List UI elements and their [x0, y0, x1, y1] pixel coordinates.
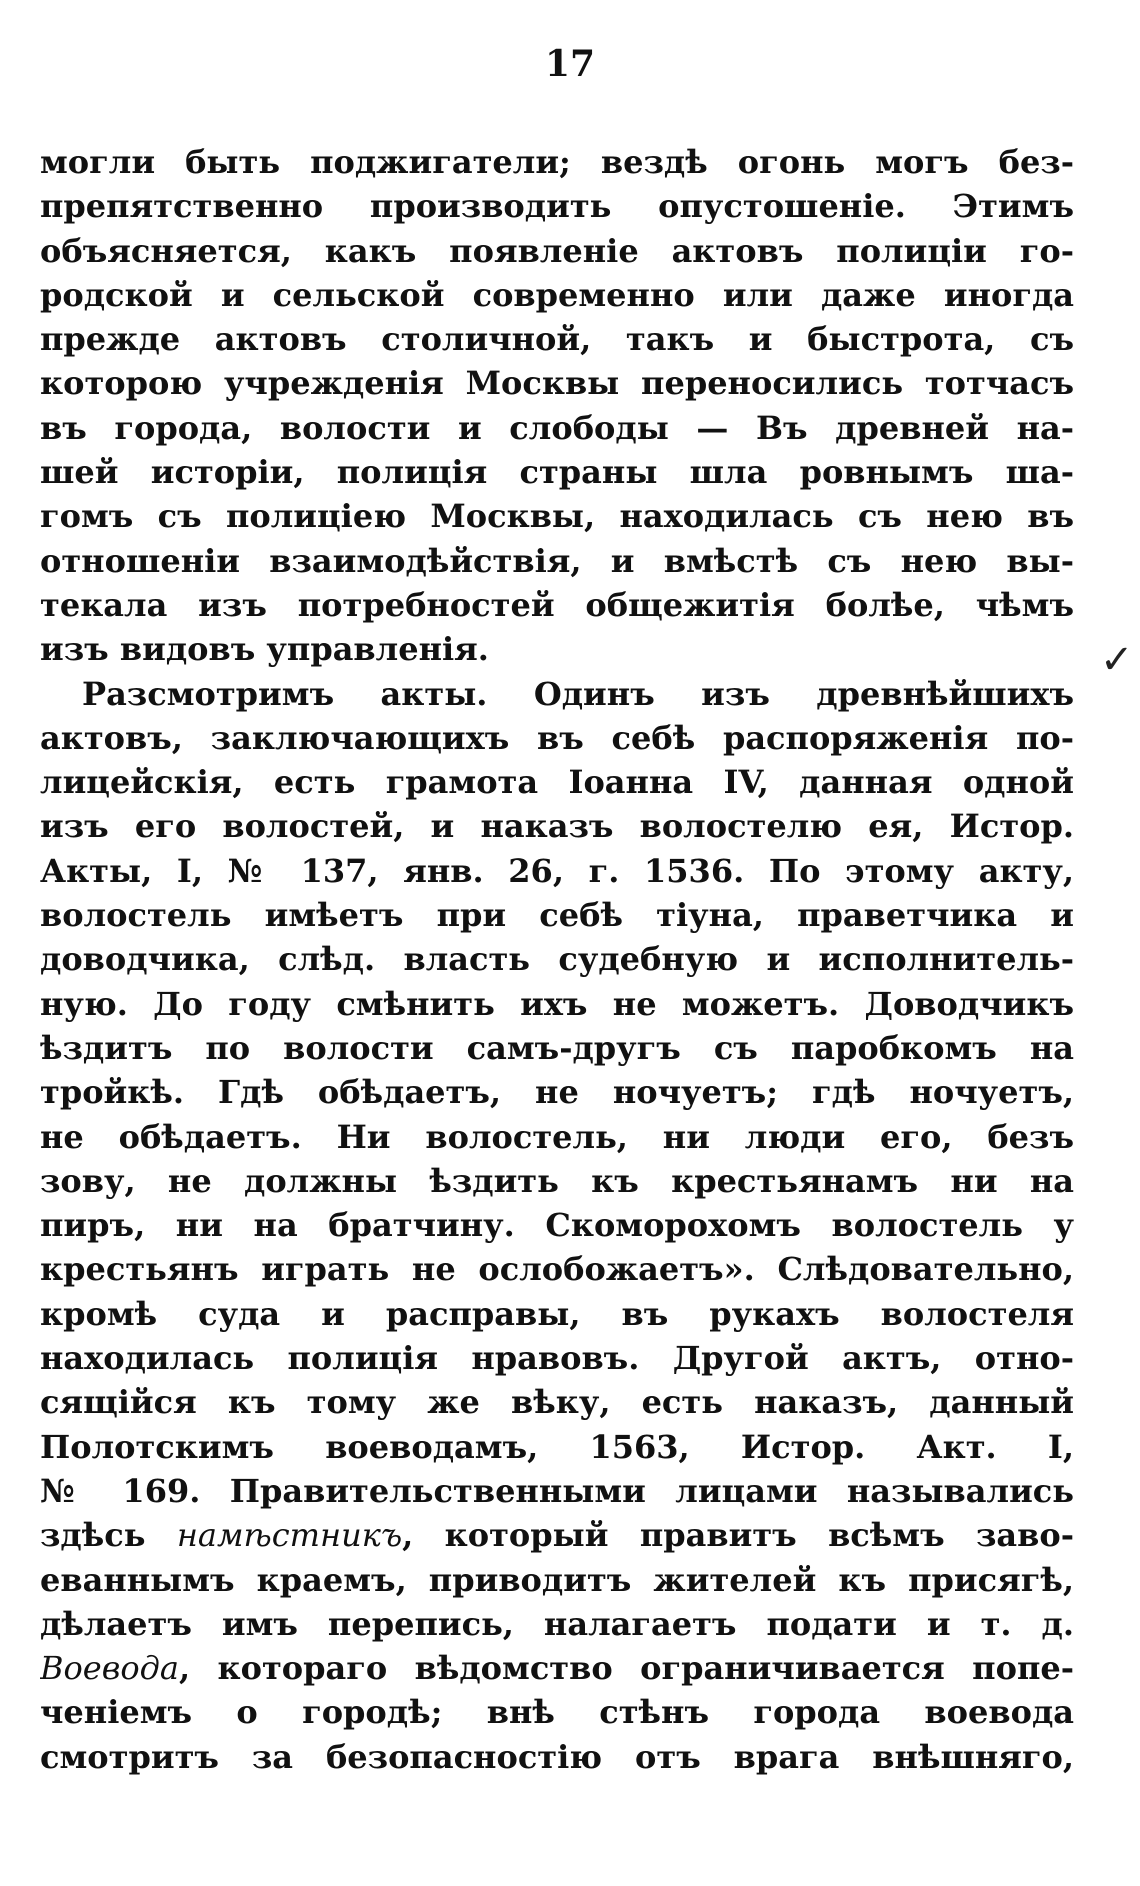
text-fragment: , который правитъ всѣмъ заво-	[402, 1516, 1074, 1555]
text-line: ѣздитъ по волости самъ-другъ съ паробкомъ на	[40, 1028, 1074, 1067]
text-line: изъ его волостей, и наказъ волостелю ея, Истор.	[40, 807, 1074, 846]
text-line: № 169. Правительственными лицами назывались	[40, 1471, 1074, 1510]
text-line: лицейскія, есть грамота Іоанна IV, данная одной	[40, 763, 1074, 802]
text-line: находилась полиція нравовъ. Другой актъ, отно-	[40, 1339, 1074, 1378]
text-line: изъ видовъ управленія.	[40, 630, 489, 669]
text-line: пиръ, ни на братчину. Скоморохомъ волостель у	[40, 1206, 1074, 1245]
text-line: Полотскимъ воеводамъ, 1563, Истор. Акт. I,	[40, 1427, 1074, 1466]
text-line: дѣлаетъ имъ перепись, налагаетъ подати и т. д.	[40, 1604, 1074, 1643]
body-text	[40, 140, 1074, 1779]
text-line: родской и сельской современно или даже иногда	[40, 275, 1074, 314]
text-line: отношеніи взаимодѣйствія, и вмѣстѣ съ нею вы-	[40, 541, 1074, 580]
text-line: гомъ съ полиціею Москвы, находилась съ нею въ	[40, 497, 1074, 536]
text-line: тройкѣ. Гдѣ обѣдаетъ, не ночуетъ; гдѣ ночуетъ,	[40, 1073, 1074, 1112]
text-line: волостель имѣетъ при себѣ тіуна, праветчика и	[40, 896, 1074, 935]
italic-term: Воевода	[40, 1649, 179, 1688]
text-line	[40, 1646, 1074, 1690]
text-line: не обѣдаетъ. Ни волостель, ни люди его, безъ	[40, 1117, 1074, 1156]
text-line: которою учрежденія Москвы переносились тотчасъ	[40, 364, 1074, 403]
text-line	[40, 1513, 1074, 1557]
text-line: прежде актовъ столичной, такъ и быстрота, съ	[40, 320, 1074, 359]
text-line: сящійся къ тому же вѣку, есть наказъ, данный	[40, 1383, 1074, 1422]
text-line: доводчика, слѣд. власть судебную и исполнитель-	[40, 940, 1074, 979]
text-line: могли быть поджигатели; вездѣ огонь могъ без-	[40, 143, 1074, 181]
text-line: текала изъ потребностей общежитія болѣе, чѣмъ	[40, 585, 1074, 624]
text-line: препятственно производить опустошеніе. Этимъ	[40, 187, 1074, 226]
text-fragment: здѣсь	[40, 1516, 177, 1555]
margin-check-mark: ✓	[1100, 637, 1134, 683]
text-line: смотритъ за безопасностію отъ врага внѣшняго,	[40, 1737, 1074, 1776]
text-line: въ города, волости и слободы — Въ древней на-	[40, 408, 1074, 447]
text-line: объясняется, какъ появленіе актовъ полиціи го-	[40, 231, 1074, 270]
text-line: ную. До году смѣнить ихъ не можетъ. Доводчикъ	[40, 984, 1074, 1023]
text-line: Разсмотримъ акты. Одинъ изъ древнѣйшихъ	[82, 674, 1074, 713]
text-line: шей исторіи, полиція страны шла ровнымъ ша-	[40, 453, 1074, 492]
page-number: 17	[544, 43, 596, 85]
text-line: Акты, I, № 137, янв. 26, г. 1536. По этому акту,	[40, 851, 1074, 890]
text-line: актовъ, заключающихъ въ себѣ распоряженія по-	[40, 718, 1074, 757]
text-line: крестьянъ играть не ослобожаетъ». Слѣдовательно,	[40, 1250, 1074, 1289]
text-line: ченіемъ о городѣ; внѣ стѣнъ города воевода	[40, 1693, 1074, 1732]
text-line: кромѣ суда и расправы, въ рукахъ волостеля	[40, 1294, 1074, 1333]
italic-term: намѣстникъ	[176, 1516, 403, 1555]
text-line: еваннымъ краемъ, приводитъ жителей къ присягѣ,	[40, 1560, 1074, 1599]
text-line: зову, не должны ѣздить къ крестьянамъ ни на	[40, 1161, 1074, 1200]
text-fragment: , котораго вѣдомство ограничивается попе-	[178, 1649, 1074, 1688]
